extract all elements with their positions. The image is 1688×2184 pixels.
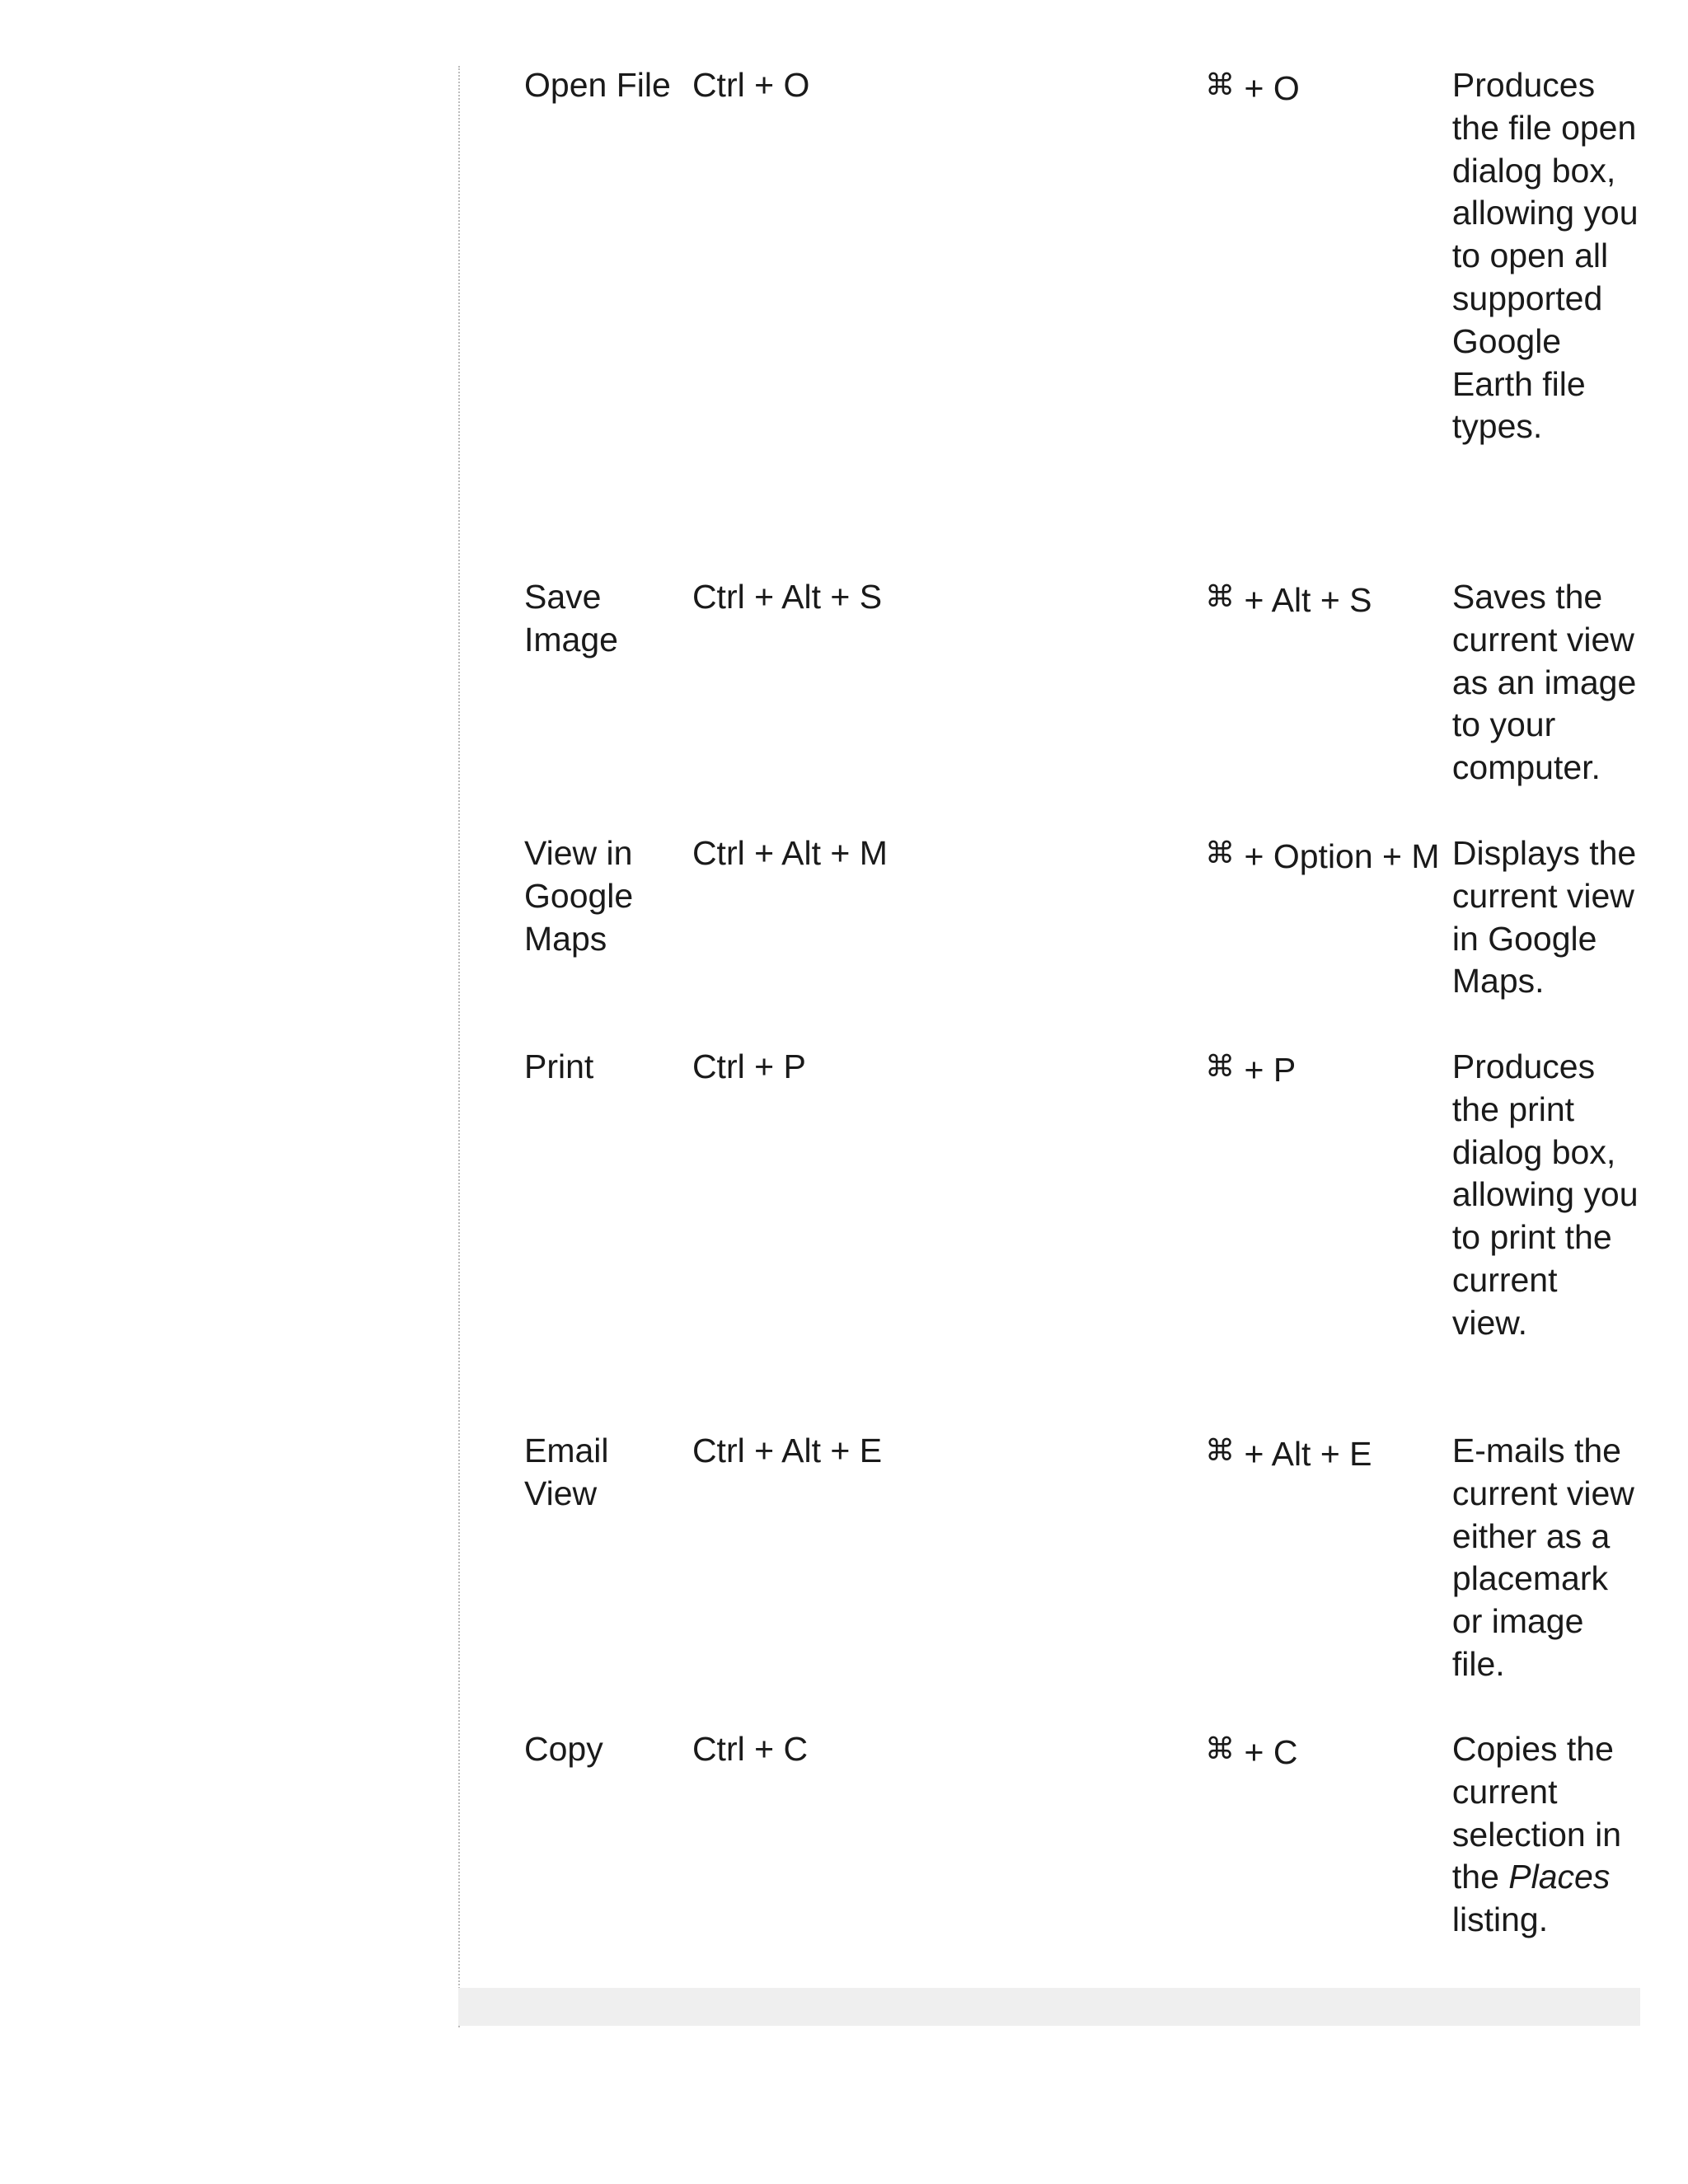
table-row xyxy=(518,1430,1645,1728)
places-emphasis: Places xyxy=(1508,1858,1611,1896)
shortcut-table xyxy=(518,64,1645,1985)
mac-shortcut-cell xyxy=(1198,1046,1446,1430)
windows-shortcut-cell: Ctrl + O xyxy=(692,66,810,104)
mac-shortcut-keys: + Alt + S xyxy=(1235,581,1372,619)
windows-shortcut-cell: Ctrl + C xyxy=(692,1730,809,1768)
mac-shortcut-keys: + C xyxy=(1235,1733,1298,1771)
command-cell: Save Image xyxy=(524,578,618,658)
windows-shortcut-cell: Ctrl + Alt + S xyxy=(692,578,883,616)
description-cell: Produces the file open dialog box, allowing you to open all supported Google Earth file types. xyxy=(1451,66,1639,446)
table-row xyxy=(518,1046,1645,1430)
description-cell: E-mails the current view either as a placemark or image file. xyxy=(1451,1432,1634,1683)
table-row xyxy=(518,64,1645,576)
command-cell: Print xyxy=(524,1047,594,1085)
description-cell: Saves the current view as an image to your computer. xyxy=(1451,578,1637,787)
mac-shortcut-keys: + Option + M xyxy=(1235,837,1440,875)
command-key-icon: ⌘ xyxy=(1205,580,1236,614)
command-key-icon: ⌘ xyxy=(1205,837,1236,870)
command-cell: Email View xyxy=(524,1432,609,1512)
description-cell: Produces the print dialog box, allowing you to print the current view. xyxy=(1451,1047,1639,1342)
command-key-icon: ⌘ xyxy=(1205,68,1236,102)
description-text: listing. xyxy=(1451,1900,1549,1939)
windows-shortcut-cell: Ctrl + P xyxy=(692,1047,806,1085)
table-footer-bar xyxy=(458,1988,1640,2026)
command-key-icon: ⌘ xyxy=(1205,1050,1236,1084)
table-row xyxy=(518,1728,1645,1985)
description-text: Copies the current selection in the xyxy=(1451,1730,1622,1896)
windows-shortcut-cell: Ctrl + Alt + M xyxy=(692,834,888,872)
mac-shortcut-cell xyxy=(1198,1430,1446,1728)
command-key-icon: ⌘ xyxy=(1205,1434,1236,1468)
command-key-icon: ⌘ xyxy=(1205,1732,1236,1766)
mac-shortcut-keys: + Alt + E xyxy=(1235,1435,1372,1473)
mac-shortcut-cell xyxy=(1198,832,1446,1046)
description-cell: Displays the current view in Google Maps. xyxy=(1451,834,1637,1001)
command-cell: Copy xyxy=(524,1730,603,1768)
windows-shortcut-cell: Ctrl + Alt + E xyxy=(692,1432,883,1469)
table-row xyxy=(518,832,1645,1046)
mac-shortcut-cell xyxy=(1198,576,1446,832)
description-cell xyxy=(1446,1728,1645,1985)
command-cell: Open File xyxy=(524,66,671,104)
command-cell: View in Google Maps xyxy=(524,834,634,958)
mac-shortcut-cell xyxy=(1198,1728,1446,1985)
mac-shortcut-cell xyxy=(1198,64,1446,576)
mac-shortcut-keys: + P xyxy=(1235,1051,1296,1089)
table-row xyxy=(518,576,1645,832)
mac-shortcut-keys: + O xyxy=(1235,69,1300,107)
